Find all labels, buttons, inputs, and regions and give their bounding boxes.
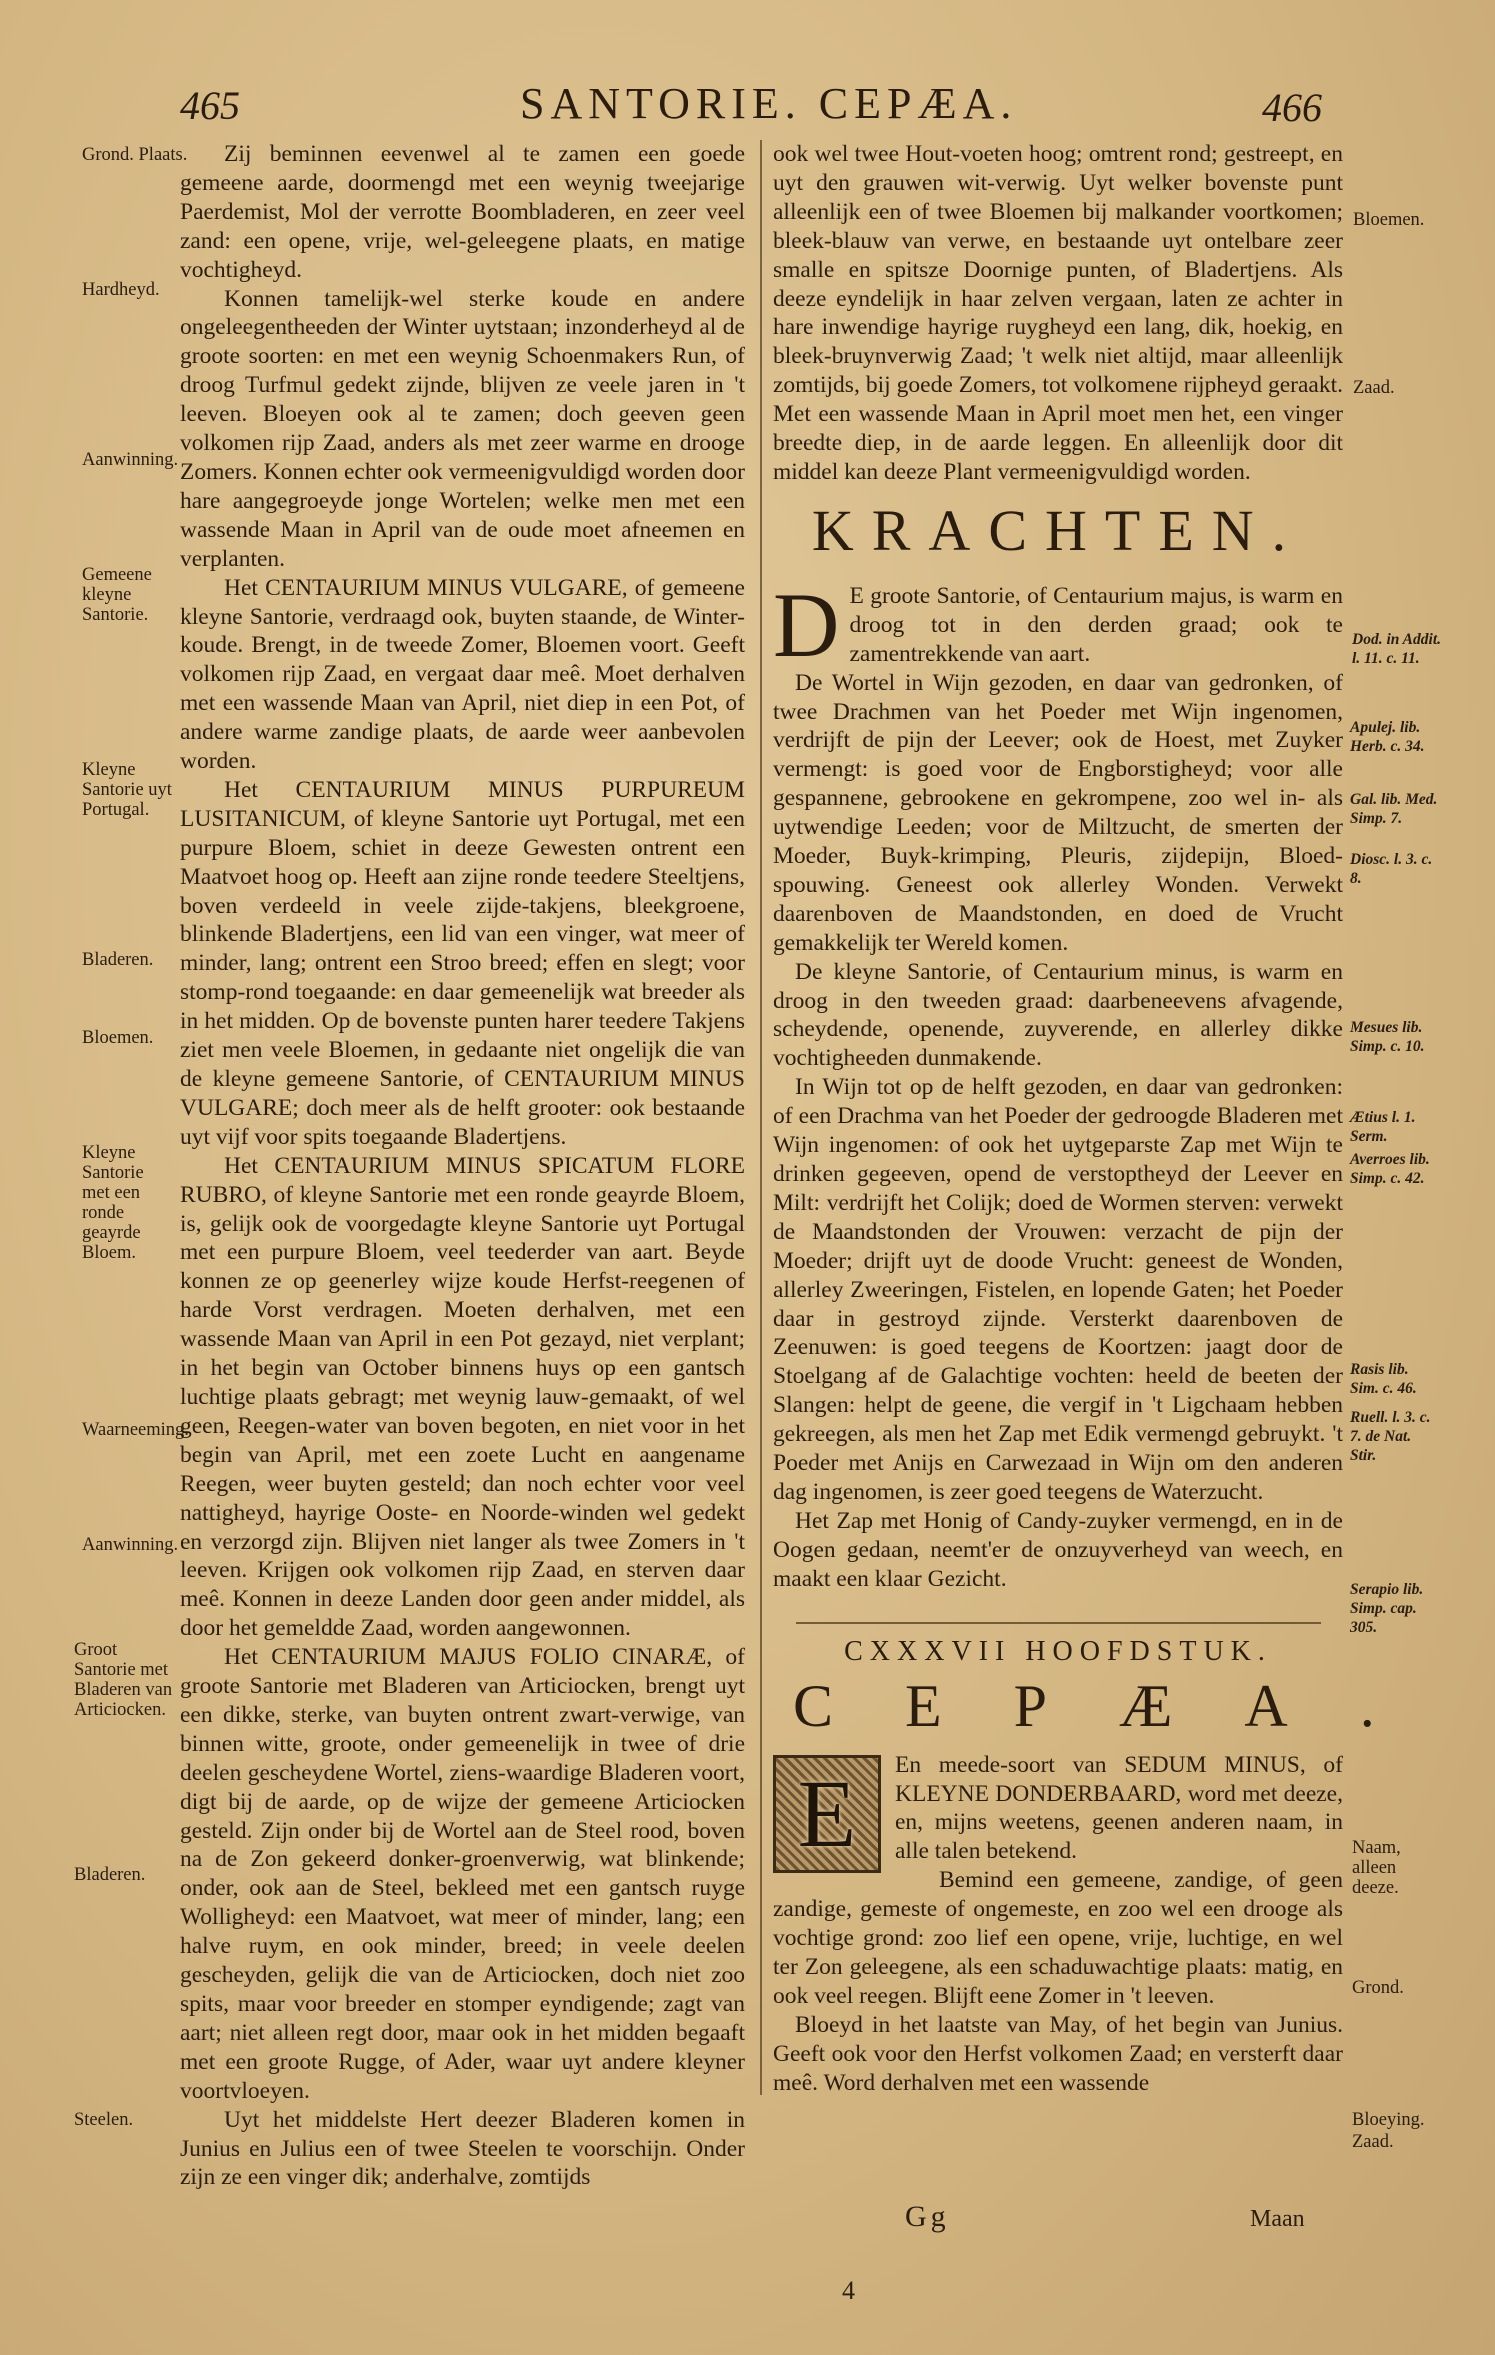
catchword: Maan (1250, 2206, 1305, 2232)
margin-note-dod: Dod. in Addit. l. 11. c. 11. (1352, 631, 1441, 667)
margin-note-grond-right: Grond. (1352, 1978, 1404, 1998)
margin-note-serapio: Serapio lib. Simp. cap. 305. (1350, 1581, 1424, 1636)
margin-note-grond: Grond. Plaats. (82, 145, 188, 165)
margin-note-aanwinning: Aanwinning. (82, 450, 179, 470)
margin-note-zaad: Zaad. (1353, 378, 1395, 398)
paragraph: Uyt het middelste Hert deezer Bladeren komen in Junius en Julius een of twee Steelen te voorschijn. Onder zijn ze een vinger dik; anderhalve, zomtijds (180, 2106, 745, 2191)
paragraph: ook wel twee Hout-voeten hoog; omtrent rond; gestreept, en uyt den grauwen wit-verwig. Uyt welker bovenste punt alleenlijk een of twee Bloemen bij malkander voortkomen; bleek-blauw van verwe, en bestaande uyt ontelbare zeer smalle en spitsze Doornige punten, of Bladertjens. Als deeze eyndelijk in haar zelven vergaan, laten ze achter in hare inwendige hayrige ruygheyd een lang, dik, hoekig, en bleek-bruynverwig Zaad; 't welk niet altijd, maar alleenlijk zomtijds, bij goede Zomers, tot volkomene rijpheyd geraakt. Met een wassende Maan in April moet men het, een vinger breedte diep, in de aarde leggen. En alleenlijk door dit middel kan deeze Plant vermeenigvuldigd worden. (773, 141, 1343, 485)
paragraph: Bemind een gemeene, zandige, of geen zandige, gemeste of ongemeste, en zoo wel een drooge als vochtige grond: zoo lief een opene, vrije, luchtige, en wel ter Zon geleegene, als een schaduwachtige plaats: matig, en ook veel reegen. Blijft eene Zomer in 't leeven. (773, 1867, 1343, 2009)
margin-note-zaad-2: Zaad. (1352, 2132, 1394, 2152)
footer-mark: 4 (842, 2276, 855, 2305)
chapter-number: CXXXVII HOOFDSTUK. (844, 1635, 1272, 1667)
running-title: SANTORIE. CEPÆA. (520, 79, 1018, 128)
chapter-title: CEPÆA. (793, 1672, 1447, 1739)
paragraph: D E groote Santorie, of Centaurium majus, is warm en droog tot in den derden graad; ook te zamentrekkende van aart. (773, 573, 1343, 676)
paragraph: E En meede-soort van SEDUM MINUS, of KLEYNE DONDERBAARD, word met deeze, en, mijns weetens, geenen anderen naam, in alle talen betekend. (773, 1751, 1343, 1867)
margin-note-bloemen-right: Bloemen. (1353, 210, 1425, 230)
margin-note-bladeren: Bladeren. (82, 950, 154, 970)
margin-note-ruell: Ruell. l. 3. c. 7. de Nat. Stir. (1350, 1409, 1431, 1464)
margin-note-bladeren-2: Bladeren. (74, 1865, 146, 1885)
margin-note-kleyne-ronde: Kleyne Santorie met een ronde geayrde Bloem. (82, 1143, 144, 1263)
margin-note-aetius: Ætius l. 1. Serm. (1350, 1109, 1416, 1145)
margin-note-averroes: Averroes lib. Simp. c. 42. (1350, 1151, 1430, 1187)
paragraph: Het CENTAURIUM MAJUS FOLIO CINARÆ, of groote Santorie met Bladeren van Articiocken, brengt uyt een dikke, sterke, van buyten ontrent zwart-verwige, van binnen witte, groote, onder gemeenelijk in twee of drie deelen gescheydene Wortel, ziens-waardige Bladeren voort, digt bij de aarde, op de wijze der gemeene Articiocken gesteld. Zijn onder bij de Wortel aan de Steel rood, boven na de Zon gekeerd donker-groenverwig, wat blinkende; onder, ook aan de Steel, bekleed met een gantsch ruyge Wolligheyd: een Maatvoet, wat meer of minder, lang; een halve ruym, en ook minder, breed; in veele deelen gescheyden, gelijk die van de Articiocken, doch niet zoo spits, maar voor breeder en stomper eyndigende; zagt van aart; niet alleen regt door, maar ook in het midden begaaft met een groote Rugge, of Ader, waar uyt andere kleyner voortvloeyen. (180, 1644, 745, 2104)
page-number-left: 465 (180, 83, 240, 128)
ornamental-initial: E (773, 1755, 881, 1873)
margin-note-kleyne-portugal: Kleyne Santorie uyt Portugal. (82, 760, 172, 820)
margin-note-rasis: Rasis lib. Sim. c. 46. (1350, 1361, 1417, 1397)
margin-note-waarneeming: Waarneeming. (82, 1420, 189, 1440)
paragraph: Het CENTAURIUM MINUS SPICATUM FLORE RUBRO, of kleyne Santorie met een ronde geayrde Bloem, is, gelijk ook de voorgedagte kleyne Santorie uyt Portugal met een purpure Bloem, veel teederder van aart. Beyde konnen ze op geenerley wijze koude Herfst-reegenen of harde Vorst verdragen. Moeten derhalven, met een wassende Maan van April in een Pot gezayd, niet verplant; in het begin van October binnens huys op een gantsch luchtige plaats gebragt; met weynig lauw-gemaakt, of wel geen, Reegen-water van boven begoten, en niet voor in het begin van April, met een zoete Lucht en aangename Reegen, weer buyten gesteld; dan noch echter voor veel nattigheyd, hayrige Ooste- en Noorde-winden wel gedekt en verzorgd zijn. Blijven niet langer als twee Zomers in 't leeven. Krijgen ook volkomen rijp Zaad, en sterven daar meê. Konnen in deeze Landen door geen ander middel, als door het gemeldde Zaad, worden aangewonnen. (180, 1152, 745, 1642)
drop-cap: D (773, 573, 840, 676)
margin-note-diosc: Diosc. l. 3. c. 8. (1350, 851, 1433, 887)
left-column (180, 140, 745, 2192)
section-rule (796, 1622, 1321, 1624)
margin-note-bloeying: Bloeying. (1352, 2110, 1425, 2130)
page-header (0, 78, 1495, 138)
margin-note-naam: Naam, alleen deeze. (1352, 1838, 1401, 1898)
margin-note-groot: Groot Santorie met Bladeren van Articiocken. (74, 1640, 173, 1720)
paragraph: Bloeyd in het laatste van May, of het begin van Junius. Geeft ook voor den Herfst volkomen Zaad; en versterft daar meê. Word derhalven met een wassende (773, 2011, 1343, 2096)
column-divider (760, 140, 762, 2095)
signature-mark: Gg (905, 2200, 950, 2233)
paragraph: In Wijn tot op de helft gezoden, en daar van gedronken: of een Drachma van het Poeder der gedroogde Bladeren met Wijn ingenomen: of ook het uytgeparste Zap met Wijn te drinken gegeeven, opend de verstoptheyd der Leever en Milt: verdrijft het Colijk; doed de Wormen sterven: verwekt de Maandstonden der Vrouwen: verzacht de pijn der Moeder; drijft uyt de doode Vrucht: geneest de Wonden, allerley Zweeringen, Fistelen, en lopende Gaten; het Poeder daar in gestroyd zijnde. Versterkt daarenboven de Zeenuwen: is goed teegens de Koortzen: jaagt door de Stoelgang af de Galachtige vochten: heeld de beeten der Slangen: helpt de geene, die vergif in 't Ligchaam hebben gekreegen, als men het Zap met Edik vermengd gebruykt. 't Poeder met Anijs en Carwezaad in Wijn om den anderen dag ingenomen, is zeer goed teegens de Waterzucht. (773, 1074, 1343, 1505)
paragraph: Het Zap met Honig of Candy-zuyker vermengd, en in de Oogen gedaan, neemt'er de onzuyverheyd van weech, en maakt een klaar Gezicht. (773, 1507, 1343, 1592)
margin-note-gemeene: Gemeene kleyne Santorie. (82, 565, 152, 625)
margin-note-bloemen: Bloemen. (82, 1028, 154, 1048)
paragraph: Zij beminnen eevenwel al te zamen een goede gemeene aarde, doormengd met een weynig tweejarige Paerdemist, Mol der verrotte Boombladeren, en zeer veel zand: een opene, vrije, wel-geleegene plaats, en matige vochtigheyd. (180, 141, 745, 283)
paragraph: Het CENTAURIUM MINUS PURPUREUM LUSITANICUM, of kleyne Santorie uyt Portugal, met een purpure Bloem, schiet in deeze Gewesten ontrent een Maatvoet hoog op. Heeft aan zijne ronde teedere Steeltjens, boven verdeeld in veele zijde-takjens, bleekgroene, blinkende Bladertjens, een lid van een vinger, wat meer of minder, lang; ontrent een Stroo breed; effen en slegt; voor stomp-rond toegaande: en daar gemeenelijk wat breeder als in het midden. Op de bovenste punten harer teedere Takjens ziet men veele Bloemen, in gedaante niet ongelijk die van de kleyne gemeene Santorie, of CENTAURIUM MINUS VULGARE; doch meer als de helft grooter: ook bestaande uyt vijf voor spits toegaande Bladertjens. (180, 776, 745, 1150)
paragraph: Konnen tamelijk-wel sterke koude en andere ongeleegentheeden der Winter uytstaan; inzonderheyd al de groote soorten: en met een weynig Schoenmakers Run, of droog Turfmul gedekt zijnde, blijven ze veele jaren in 't leeven. Bloeyen ook al te zamen; doch geeven geen volkomen rijp Zaad, anders als met zeer warme en drooge Zomers. Konnen echter ook vermeenigvuldigd worden door hare aangegroeyde jonge Wortelen; welke men met een wassende Maan in April van de oude moet afneemen en verplanten. (180, 285, 745, 572)
paragraph: De Wortel in Wijn gezoden, en daar van gedronken, of twee Drachmen van het Poeder met Wijn ingenomen, verdrijft de pijn der Leever; ook de Hoest, met Zuyker vermengt: is goed voor de Engborstigheyd; voor alle gespannene, gebrookene en gekrompene, zoo wel in- als uytwendige Leeden; voor de Miltzucht, de smerten der Moeder, Buyk-krimping, Pleuris, zijdepijn, Bloed-spouwing. Geneest ook allerley Wonden. Verwekt daarenboven de Maandstonden, en doed de Vrucht gemakkelijk ter Wereld komen. (773, 669, 1343, 956)
margin-note-aanwinning-2: Aanwinning. (82, 1535, 179, 1555)
margin-note-mesues: Mesues lib. Simp. c. 10. (1350, 1019, 1425, 1055)
margin-note-apulej: Apulej. lib. Herb. c. 34. (1350, 719, 1425, 755)
margin-note-gal: Gal. lib. Med. Simp. 7. (1350, 791, 1438, 827)
paragraph: Het CENTAURIUM MINUS VULGARE, of gemeene kleyne Santorie, verdraagd ook, buyten staande, de Winter-koude. Brengt, in de tweede Zomer, Bloemen voort. Geeft volkomen rijp Zaad, en vergaat daar meê. Moet derhalven met een wassende Maan van April, niet diep in een Pot, of andere warme zandige plaats, de aarde weer aanbevolen worden. (180, 574, 745, 775)
page-number-right: 466 (1262, 85, 1322, 130)
paragraph: De kleyne Santorie, of Centaurium minus, is warm en droog in den tweeden graad: daarbeneevens afvagende, scheydende, openende, zuyverende, en allerley dikke vochtigheeden dunmakende. (773, 958, 1343, 1072)
margin-note-steelen: Steelen. (74, 2110, 134, 2130)
section-heading-krachten: KRACHTEN. (811, 497, 1305, 563)
margin-note-hardheyd: Hardheyd. (82, 280, 160, 300)
